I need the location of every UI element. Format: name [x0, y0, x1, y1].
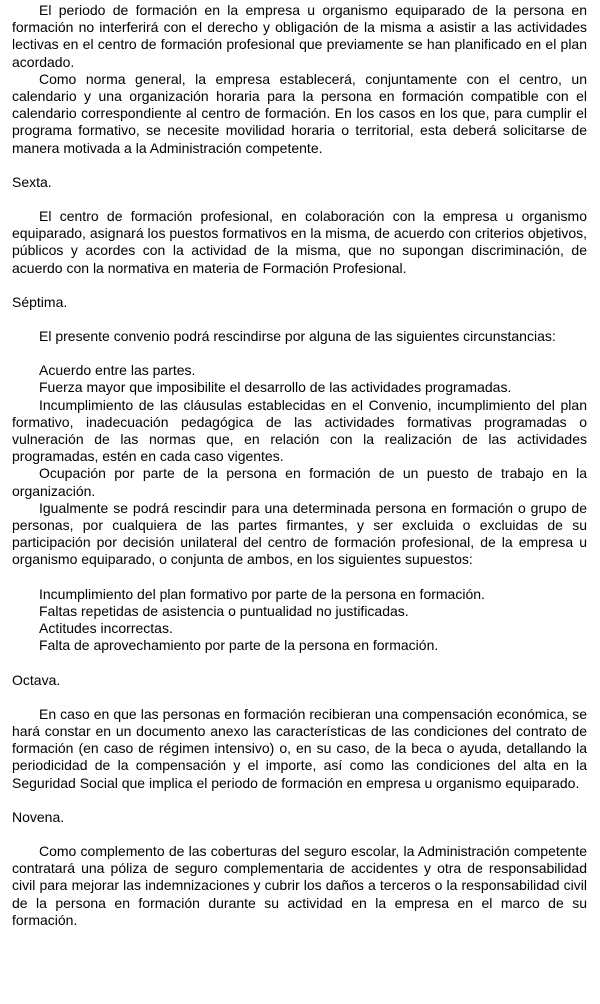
paragraph: El presente convenio podrá rescindirse por alguna de las siguientes circunstancias: [39, 328, 556, 345]
list-item: Incumplimiento de las cláusulas establecidas en el Convenio, incumplimiento del plan formativo, inadecuación pedagógica de las actividades formativas programadas o vulneración de las normas que, en relación con la realización de las actividades programadas, estén en cada caso vigentes. [12, 396, 587, 465]
clause-heading: Novena. [12, 808, 65, 825]
list-item: Actitudes incorrectas. [39, 620, 173, 637]
list-item: Faltas repetidas de asistencia o puntualidad no justificadas. [39, 602, 409, 619]
paragraph: Como norma general, la empresa establecerá, conjuntamente con el centro, un calendario y una organización horaria para la persona en formación compatible con el calendario correspondiente al centro de formación. En los casos en los que, para cumplir el programa formativo, se necesite movilidad horaria o territorial, esta deberá solicitarse de manera motivada a la Administración competente. [12, 70, 587, 156]
list-item: Falta de aprovechamiento por parte de la persona en formación. [39, 637, 439, 654]
clause-heading: Séptima. [12, 293, 68, 310]
paragraph: En caso en que las personas en formación recibieran una compensación económica, se hará constar en un documento anexo las características de las condiciones del contrato de formación (en caso de régimen intensivo) o, en su caso, de la beca o ayuda, detallando la periodicidad de la compensación y el importe, así como las condiciones del alta en la Seguridad Social que implica el periodo de formación en empresa u organismo equiparado. [12, 705, 587, 791]
list-item: Fuerza mayor que imposibilite el desarrollo de las actividades programadas. [39, 379, 512, 396]
clause-heading: Sexta. [12, 173, 52, 190]
list-item: Ocupación por parte de la persona en formación de un puesto de trabajo en la organización. [12, 465, 587, 499]
paragraph: El periodo de formación en la empresa u organismo equiparado de la persona en formación no interferirá con el derecho y obligación de la misma a asistir a las actividades lectivas en el centro de formación profesional que previamente se han planificado en el plan acordado. [12, 2, 587, 70]
list-item: Igualmente se podrá rescindir para una determinada persona en formación o grupo de personas, por cualquiera de las partes firmantes, y ser excluida o excluidas de su participación por decisión unilateral del centro de formación profesional, de la empresa u organismo equiparado, o conjunta de ambos, en los siguientes supuestos: [12, 499, 587, 568]
clause-heading: Octava. [12, 671, 61, 688]
paragraph: El centro de formación profesional, en colaboración con la empresa u organismo equiparado, asignará los puestos formativos en la misma, de acuerdo con criterios objetivos, públicos y acordes con la actividad de la misma, que no supongan discriminación, de acuerdo con la normativa en materia de Formación Profesional. [12, 208, 587, 276]
list-item: Acuerdo entre las partes. [39, 362, 196, 379]
list-item: Incumplimiento del plan formativo por parte de la persona en formación. [39, 585, 485, 602]
paragraph: Como complemento de las coberturas del seguro escolar, la Administración competente contratará una póliza de seguro complementaria de accidentes y otra de responsabilidad civil para mejorar las indemnizaciones y cubrir los daños a terceros o la responsabilidad civil de la persona en formación durante su actividad en la empresa en el marco de su formación. [12, 842, 587, 928]
